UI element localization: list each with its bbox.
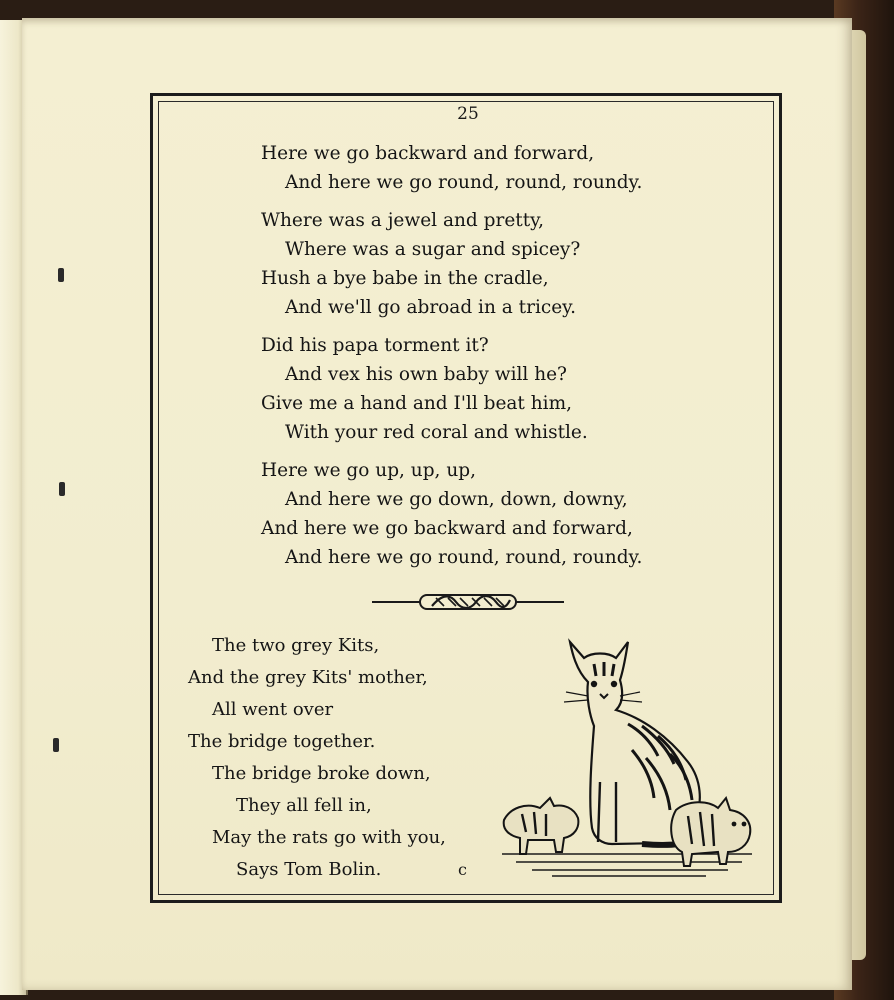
poem-block [188, 630, 446, 886]
poem-line: They all fell in, [236, 795, 372, 816]
binding-stitch-icon [53, 738, 59, 752]
cat-with-kittens-engraving-icon [492, 632, 760, 882]
verse-line: And here we go backward and forward, [261, 518, 633, 539]
verse-line: And vex his own baby will he? [285, 364, 567, 385]
verse-line: And we'll go abroad in a tricey. [285, 297, 577, 318]
poem-line: Says Tom Bolin. [236, 859, 382, 880]
verse-line: And here we go round, round, roundy. [285, 547, 643, 568]
verse-line: With your red coral and whistle. [285, 422, 588, 443]
verse-block [261, 139, 642, 572]
verse-line: Here we go up, up, up, [261, 460, 476, 481]
verse-line: Where was a jewel and pretty, [261, 210, 545, 231]
verse-line: Where was a sugar and spicey? [285, 239, 581, 260]
verse-line: And here we go down, down, downy, [285, 489, 628, 510]
verse-line: And here we go round, round, roundy. [285, 172, 643, 193]
signature-mark: c [458, 860, 467, 879]
poem-line: The bridge broke down, [212, 763, 431, 784]
binding-stitch-icon [58, 268, 64, 282]
poem-line: All went over [212, 699, 334, 720]
ornament-divider-icon [372, 592, 564, 612]
verse-line: Hush a bye babe in the cradle, [261, 268, 549, 289]
binding-stitch-icon [59, 482, 65, 496]
verse-line: Give me a hand and I'll beat him, [261, 393, 573, 414]
poem-line: The two grey Kits, [212, 635, 380, 656]
verse-line: Did his papa torment it? [261, 335, 489, 356]
page-number: 25 [457, 104, 479, 124]
poem-line: May the rats go with you, [212, 827, 446, 848]
poem-line: The bridge together. [188, 731, 376, 752]
verse-line: Here we go backward and forward, [261, 143, 595, 164]
poem-line: And the grey Kits' mother, [188, 667, 428, 688]
